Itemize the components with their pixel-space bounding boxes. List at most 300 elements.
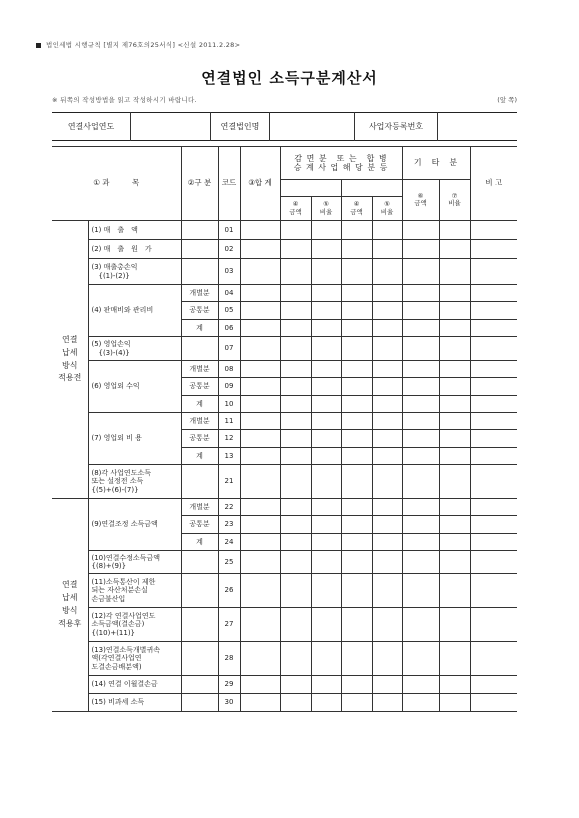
row-code: 04 xyxy=(218,285,240,302)
year-field[interactable] xyxy=(131,113,211,141)
rate-7-input[interactable] xyxy=(439,694,470,712)
rate-7-input[interactable] xyxy=(439,221,470,240)
remarks-input[interactable] xyxy=(470,240,517,259)
row-code: 25 xyxy=(218,551,240,574)
col-remarks-header: 비 고 xyxy=(470,147,517,221)
amount-4b-input[interactable] xyxy=(341,516,372,534)
amount-6-input[interactable] xyxy=(402,430,439,448)
regno-label: 사업자등록번호 xyxy=(355,113,438,141)
rate-5a-number: ⑤ xyxy=(323,200,329,209)
amount-4a-input[interactable] xyxy=(280,516,311,534)
amount-4a-input[interactable] xyxy=(280,551,311,574)
rate-7-input[interactable] xyxy=(439,259,470,285)
remarks-input[interactable] xyxy=(470,551,517,574)
rate-7-label: 비율 xyxy=(448,199,461,207)
row-subject: (1) 매 출 액 xyxy=(88,221,181,240)
amount-4a-input[interactable] xyxy=(280,676,311,694)
rate-5a-input[interactable] xyxy=(311,337,341,361)
row-subject: (13)연결소득개별귀속 액(각연결사업연 도결손금배분액) xyxy=(88,642,181,676)
amount-4b-input[interactable] xyxy=(341,574,372,608)
amount-4a-input[interactable] xyxy=(280,413,311,430)
document-title: 연결법인 소득구분계산서 xyxy=(201,69,378,87)
remarks-input[interactable] xyxy=(470,259,517,285)
rate-5b-input[interactable] xyxy=(372,499,402,516)
col-rate-7-header xyxy=(439,180,470,221)
reduction-header-line1: 감 면 분 또 는 합 병 xyxy=(294,153,388,163)
rate-7-input[interactable] xyxy=(439,551,470,574)
amount-6-input[interactable] xyxy=(402,361,439,378)
remarks-input[interactable] xyxy=(470,337,517,361)
remarks-input[interactable] xyxy=(470,676,517,694)
amount-6-input[interactable] xyxy=(402,302,439,320)
row-code: 11 xyxy=(218,413,240,430)
remarks-input[interactable] xyxy=(470,361,517,378)
amount-4a-input[interactable] xyxy=(280,320,311,337)
amount-6-input[interactable] xyxy=(402,221,439,240)
row-subject: (11)소득통산이 제한 되는 자산처분손실 손금불산입 xyxy=(88,574,181,608)
row-category xyxy=(181,551,218,574)
info-row xyxy=(52,112,517,141)
form-reference-text: 법인세법 시행규칙 [별지 제76호의25서식] <신설 2011.2.28> xyxy=(46,41,241,49)
row-category: 계 xyxy=(181,448,218,465)
amount-4a-number: ④ xyxy=(292,200,299,209)
rate-5a-input[interactable] xyxy=(311,320,341,337)
amount-4a-input[interactable] xyxy=(280,302,311,320)
rate-5a-input[interactable] xyxy=(311,574,341,608)
amount-4a-input[interactable] xyxy=(280,240,311,259)
amount-4a-input[interactable] xyxy=(280,337,311,361)
rate-5a-input[interactable] xyxy=(311,448,341,465)
total-input[interactable] xyxy=(240,259,280,285)
row-code: 13 xyxy=(218,448,240,465)
row-category: 공통분 xyxy=(181,430,218,448)
amount-4b-input[interactable] xyxy=(341,448,372,465)
row-subject: (2) 매 출 원 가 xyxy=(88,240,181,259)
col-reduction-header xyxy=(280,147,402,180)
amount-6-input[interactable] xyxy=(402,642,439,676)
remarks-input[interactable] xyxy=(470,396,517,413)
amount-4b-input[interactable] xyxy=(341,361,372,378)
table-row xyxy=(52,221,517,240)
rate-7-input[interactable] xyxy=(439,378,470,396)
rate-7-input[interactable] xyxy=(439,413,470,430)
rate-7-input[interactable] xyxy=(439,337,470,361)
amount-6-input[interactable] xyxy=(402,534,439,551)
reduction-subgroup-a xyxy=(280,180,341,197)
total-input[interactable] xyxy=(240,285,280,302)
rate-7-input[interactable] xyxy=(439,302,470,320)
row-code: 27 xyxy=(218,608,240,642)
remarks-input[interactable] xyxy=(470,413,517,430)
amount-6-input[interactable] xyxy=(402,320,439,337)
remarks-input[interactable] xyxy=(470,320,517,337)
amount-4a-input[interactable] xyxy=(280,285,311,302)
amount-6-number: ⑥ xyxy=(417,191,424,200)
total-input[interactable] xyxy=(240,337,280,361)
row-category xyxy=(181,337,218,361)
amount-4a-input[interactable] xyxy=(280,642,311,676)
table-row xyxy=(52,499,517,516)
rate-7-input[interactable] xyxy=(439,285,470,302)
rate-7-input[interactable] xyxy=(439,642,470,676)
row-category xyxy=(181,676,218,694)
row-code: 08 xyxy=(218,361,240,378)
rate-5b-input[interactable] xyxy=(372,551,402,574)
row-subject: (12)각 연결사업연도 소득금액(결손금) {(10)+(11)} xyxy=(88,608,181,642)
amount-6-label: 금액 xyxy=(414,199,427,207)
row-subject: (4) 판매비와 관리비 xyxy=(88,285,181,337)
instruction-note: ※ 뒤쪽의 작성방법을 읽고 작성하시기 바랍니다. xyxy=(52,96,197,104)
rate-5b-input[interactable] xyxy=(372,574,402,608)
amount-6-input[interactable] xyxy=(402,516,439,534)
amount-6-input[interactable] xyxy=(402,574,439,608)
rate-5b-input[interactable] xyxy=(372,694,402,712)
rate-7-number: ⑦ xyxy=(451,191,458,200)
col-amount-6-header xyxy=(402,180,439,221)
total-input[interactable] xyxy=(240,430,280,448)
rate-5a-input[interactable] xyxy=(311,608,341,642)
amount-6-input[interactable] xyxy=(402,285,439,302)
rate-7-input[interactable] xyxy=(439,430,470,448)
square-bullet-icon xyxy=(36,43,41,48)
total-input[interactable] xyxy=(240,413,280,430)
total-input[interactable] xyxy=(240,448,280,465)
total-input[interactable] xyxy=(240,694,280,712)
table-row xyxy=(52,676,517,694)
total-input[interactable] xyxy=(240,642,280,676)
col-other-header: 기 타 분 xyxy=(402,147,470,180)
amount-4b-input[interactable] xyxy=(341,320,372,337)
rate-5b-input[interactable] xyxy=(372,221,402,240)
section-after-consolidation: 연결 납세 방식 적용후 xyxy=(52,499,88,712)
total-input[interactable] xyxy=(240,465,280,499)
amount-6-input[interactable] xyxy=(402,259,439,285)
rate-5a-label: 비율 xyxy=(319,207,333,216)
rate-5b-input[interactable] xyxy=(372,413,402,430)
amount-6-input[interactable] xyxy=(402,413,439,430)
amount-4b-input[interactable] xyxy=(341,259,372,285)
remarks-input[interactable] xyxy=(470,378,517,396)
rate-5a-input[interactable] xyxy=(311,396,341,413)
amount-4a-input[interactable] xyxy=(280,694,311,712)
total-input[interactable] xyxy=(240,676,280,694)
remarks-input[interactable] xyxy=(470,221,517,240)
amount-4b-input[interactable] xyxy=(341,499,372,516)
amount-4a-input[interactable] xyxy=(280,574,311,608)
total-input[interactable] xyxy=(240,551,280,574)
amount-4a-input[interactable] xyxy=(280,608,311,642)
rate-5a-input[interactable] xyxy=(311,240,341,259)
amount-6-input[interactable] xyxy=(402,499,439,516)
rate-5a-input[interactable] xyxy=(311,694,341,712)
name-field[interactable] xyxy=(270,113,355,141)
amount-6-input[interactable] xyxy=(402,396,439,413)
col-subject-header: ① 과 목 xyxy=(52,147,181,221)
row-category: 공통분 xyxy=(181,516,218,534)
rate-7-input[interactable] xyxy=(439,465,470,499)
amount-4a-input[interactable] xyxy=(280,221,311,240)
row-category xyxy=(181,465,218,499)
rate-7-input[interactable] xyxy=(439,240,470,259)
amount-4b-input[interactable] xyxy=(341,694,372,712)
rate-5a-input[interactable] xyxy=(311,302,341,320)
row-code: 22 xyxy=(218,499,240,516)
row-code: 05 xyxy=(218,302,240,320)
row-code: 02 xyxy=(218,240,240,259)
row-category xyxy=(181,574,218,608)
amount-6-input[interactable] xyxy=(402,676,439,694)
rate-7-input[interactable] xyxy=(439,499,470,516)
amount-4b-input[interactable] xyxy=(341,676,372,694)
row-subject: (7) 영업외 비 용 xyxy=(88,413,181,465)
rate-5a-input[interactable] xyxy=(311,499,341,516)
row-category: 계 xyxy=(181,320,218,337)
rate-5b-input[interactable] xyxy=(372,676,402,694)
amount-4b-input[interactable] xyxy=(341,413,372,430)
rate-5b-input[interactable] xyxy=(372,361,402,378)
rate-5b-input[interactable] xyxy=(372,337,402,361)
col-category-header: ②구 분 xyxy=(181,147,218,221)
remarks-input[interactable] xyxy=(470,516,517,534)
total-input[interactable] xyxy=(240,499,280,516)
col-rate-5b-header xyxy=(372,197,402,221)
total-input[interactable] xyxy=(240,302,280,320)
remarks-input[interactable] xyxy=(470,302,517,320)
amount-6-input[interactable] xyxy=(402,694,439,712)
row-code: 03 xyxy=(218,259,240,285)
total-input[interactable] xyxy=(240,396,280,413)
row-subject: (3) 매출총손익 {(1)-(2)} xyxy=(88,259,181,285)
rate-7-input[interactable] xyxy=(439,448,470,465)
row-category xyxy=(181,221,218,240)
row-category: 개별분 xyxy=(181,361,218,378)
amount-4b-input[interactable] xyxy=(341,240,372,259)
amount-4b-input[interactable] xyxy=(341,534,372,551)
row-code: 30 xyxy=(218,694,240,712)
total-input[interactable] xyxy=(240,221,280,240)
amount-4b-number: ④ xyxy=(353,200,360,209)
amount-4a-input[interactable] xyxy=(280,499,311,516)
total-input[interactable] xyxy=(240,320,280,337)
amount-4b-input[interactable] xyxy=(341,608,372,642)
regno-field[interactable] xyxy=(438,113,518,141)
amount-4b-input[interactable] xyxy=(341,221,372,240)
row-category xyxy=(181,642,218,676)
amount-4b-input[interactable] xyxy=(341,642,372,676)
amount-4b-input[interactable] xyxy=(341,465,372,499)
amount-4b-label: 금액 xyxy=(350,207,363,216)
name-label: 연결법인명 xyxy=(211,113,270,141)
remarks-input[interactable] xyxy=(470,430,517,448)
total-input[interactable] xyxy=(240,361,280,378)
rate-5b-input[interactable] xyxy=(372,378,402,396)
rate-7-input[interactable] xyxy=(439,676,470,694)
remarks-input[interactable] xyxy=(470,642,517,676)
rate-5a-input[interactable] xyxy=(311,551,341,574)
amount-4a-label: 금액 xyxy=(289,207,302,216)
rate-5a-input[interactable] xyxy=(311,465,341,499)
total-input[interactable] xyxy=(240,534,280,551)
total-input[interactable] xyxy=(240,574,280,608)
rate-5b-input[interactable] xyxy=(372,534,402,551)
total-input[interactable] xyxy=(240,608,280,642)
amount-4a-input[interactable] xyxy=(280,448,311,465)
row-subject: (15) 비과세 소득 xyxy=(88,694,181,712)
amount-4b-input[interactable] xyxy=(341,302,372,320)
amount-6-input[interactable] xyxy=(402,465,439,499)
row-category: 개별분 xyxy=(181,413,218,430)
amount-4b-input[interactable] xyxy=(341,337,372,361)
rate-5b-input[interactable] xyxy=(372,448,402,465)
table-row xyxy=(52,574,517,608)
reduction-subgroup-b xyxy=(341,180,402,197)
col-rate-5a-header xyxy=(311,197,341,221)
table-row xyxy=(52,694,517,712)
rate-7-input[interactable] xyxy=(439,516,470,534)
amount-4b-input[interactable] xyxy=(341,378,372,396)
total-input[interactable] xyxy=(240,240,280,259)
table-row xyxy=(52,361,517,378)
amount-6-input[interactable] xyxy=(402,551,439,574)
row-subject: (6) 영업외 수익 xyxy=(88,361,181,413)
remarks-input[interactable] xyxy=(470,285,517,302)
total-input[interactable] xyxy=(240,378,280,396)
row-code: 21 xyxy=(218,465,240,499)
section-before-consolidation: 연결 납세 방식 적용전 xyxy=(52,221,88,499)
rate-5b-input[interactable] xyxy=(372,396,402,413)
rate-5b-input[interactable] xyxy=(372,516,402,534)
row-code: 28 xyxy=(218,642,240,676)
col-total-header: ③합 계 xyxy=(240,147,280,221)
rate-5a-input[interactable] xyxy=(311,221,341,240)
remarks-input[interactable] xyxy=(470,694,517,712)
amount-4b-input[interactable] xyxy=(341,285,372,302)
rate-5a-input[interactable] xyxy=(311,285,341,302)
row-code: 06 xyxy=(218,320,240,337)
table-row xyxy=(52,285,517,302)
remarks-input[interactable] xyxy=(470,465,517,499)
table-row xyxy=(52,259,517,285)
row-subject: (8)각 사업연도소득 또는 설정전 소득 {(5)+(6)-(7)} xyxy=(88,465,181,499)
remarks-input[interactable] xyxy=(470,499,517,516)
row-category: 공통분 xyxy=(181,378,218,396)
row-category: 계 xyxy=(181,396,218,413)
remarks-input[interactable] xyxy=(470,448,517,465)
rate-5a-input[interactable] xyxy=(311,378,341,396)
rate-5b-number: ⑤ xyxy=(384,200,390,209)
table-row xyxy=(52,240,517,259)
table-row xyxy=(52,413,517,430)
rate-7-input[interactable] xyxy=(439,320,470,337)
rate-5a-input[interactable] xyxy=(311,516,341,534)
amount-4b-input[interactable] xyxy=(341,430,372,448)
row-code: 29 xyxy=(218,676,240,694)
table-row xyxy=(52,551,517,574)
remarks-input[interactable] xyxy=(470,574,517,608)
amount-4a-input[interactable] xyxy=(280,534,311,551)
reduction-header-line2: 승 계 사 업 해 당 분 등 xyxy=(293,163,389,172)
rate-7-input[interactable] xyxy=(439,574,470,608)
rate-5b-input[interactable] xyxy=(372,608,402,642)
row-code: 09 xyxy=(218,378,240,396)
table-row xyxy=(52,465,517,499)
amount-4b-input[interactable] xyxy=(341,396,372,413)
row-code: 10 xyxy=(218,396,240,413)
amount-6-input[interactable] xyxy=(402,448,439,465)
row-code: 23 xyxy=(218,516,240,534)
income-table xyxy=(52,146,517,712)
row-category: 계 xyxy=(181,534,218,551)
amount-6-input[interactable] xyxy=(402,608,439,642)
amount-4b-input[interactable] xyxy=(341,551,372,574)
row-category xyxy=(181,608,218,642)
rate-5a-input[interactable] xyxy=(311,413,341,430)
row-code: 12 xyxy=(218,430,240,448)
page-side-label: (앞 쪽) xyxy=(497,96,517,104)
form-reference xyxy=(36,40,240,49)
row-code: 24 xyxy=(218,534,240,551)
table-row xyxy=(52,337,517,361)
amount-4a-input[interactable] xyxy=(280,396,311,413)
col-code-header: 코드 xyxy=(218,147,240,221)
amount-4a-input[interactable] xyxy=(280,465,311,499)
rate-7-input[interactable] xyxy=(439,361,470,378)
row-category xyxy=(181,259,218,285)
rate-5b-input[interactable] xyxy=(372,259,402,285)
rate-7-input[interactable] xyxy=(439,534,470,551)
amount-4a-input[interactable] xyxy=(280,259,311,285)
remarks-input[interactable] xyxy=(470,534,517,551)
rate-5a-input[interactable] xyxy=(311,259,341,285)
col-amount-4b-header xyxy=(341,197,372,221)
row-code: 07 xyxy=(218,337,240,361)
rate-7-input[interactable] xyxy=(439,608,470,642)
row-category: 개별분 xyxy=(181,285,218,302)
remarks-input[interactable] xyxy=(470,608,517,642)
row-category xyxy=(181,694,218,712)
total-input[interactable] xyxy=(240,516,280,534)
row-category xyxy=(181,240,218,259)
amount-6-input[interactable] xyxy=(402,337,439,361)
rate-5a-input[interactable] xyxy=(311,642,341,676)
rate-5a-input[interactable] xyxy=(311,430,341,448)
rate-5b-input[interactable] xyxy=(372,285,402,302)
amount-6-input[interactable] xyxy=(402,378,439,396)
rate-7-input[interactable] xyxy=(439,396,470,413)
col-amount-4a-header xyxy=(280,197,311,221)
amount-4a-input[interactable] xyxy=(280,378,311,396)
row-subject: (10)연결수정소득금액 {(8)+(9)} xyxy=(88,551,181,574)
amount-4a-input[interactable] xyxy=(280,430,311,448)
rate-5b-input[interactable] xyxy=(372,430,402,448)
rate-5b-input[interactable] xyxy=(372,240,402,259)
row-subject: (14) 연결 이월결손금 xyxy=(88,676,181,694)
amount-6-input[interactable] xyxy=(402,240,439,259)
rate-5b-input[interactable] xyxy=(372,320,402,337)
row-category: 공통분 xyxy=(181,302,218,320)
table-row xyxy=(52,608,517,642)
rate-5a-input[interactable] xyxy=(311,361,341,378)
rate-5b-input[interactable] xyxy=(372,642,402,676)
rate-5b-input[interactable] xyxy=(372,302,402,320)
amount-4a-input[interactable] xyxy=(280,361,311,378)
row-subject: (5) 영업손익 {(3)-(4)} xyxy=(88,337,181,361)
row-code: 01 xyxy=(218,221,240,240)
rate-5a-input[interactable] xyxy=(311,676,341,694)
rate-5a-input[interactable] xyxy=(311,534,341,551)
rate-5b-input[interactable] xyxy=(372,465,402,499)
table-row xyxy=(52,642,517,676)
